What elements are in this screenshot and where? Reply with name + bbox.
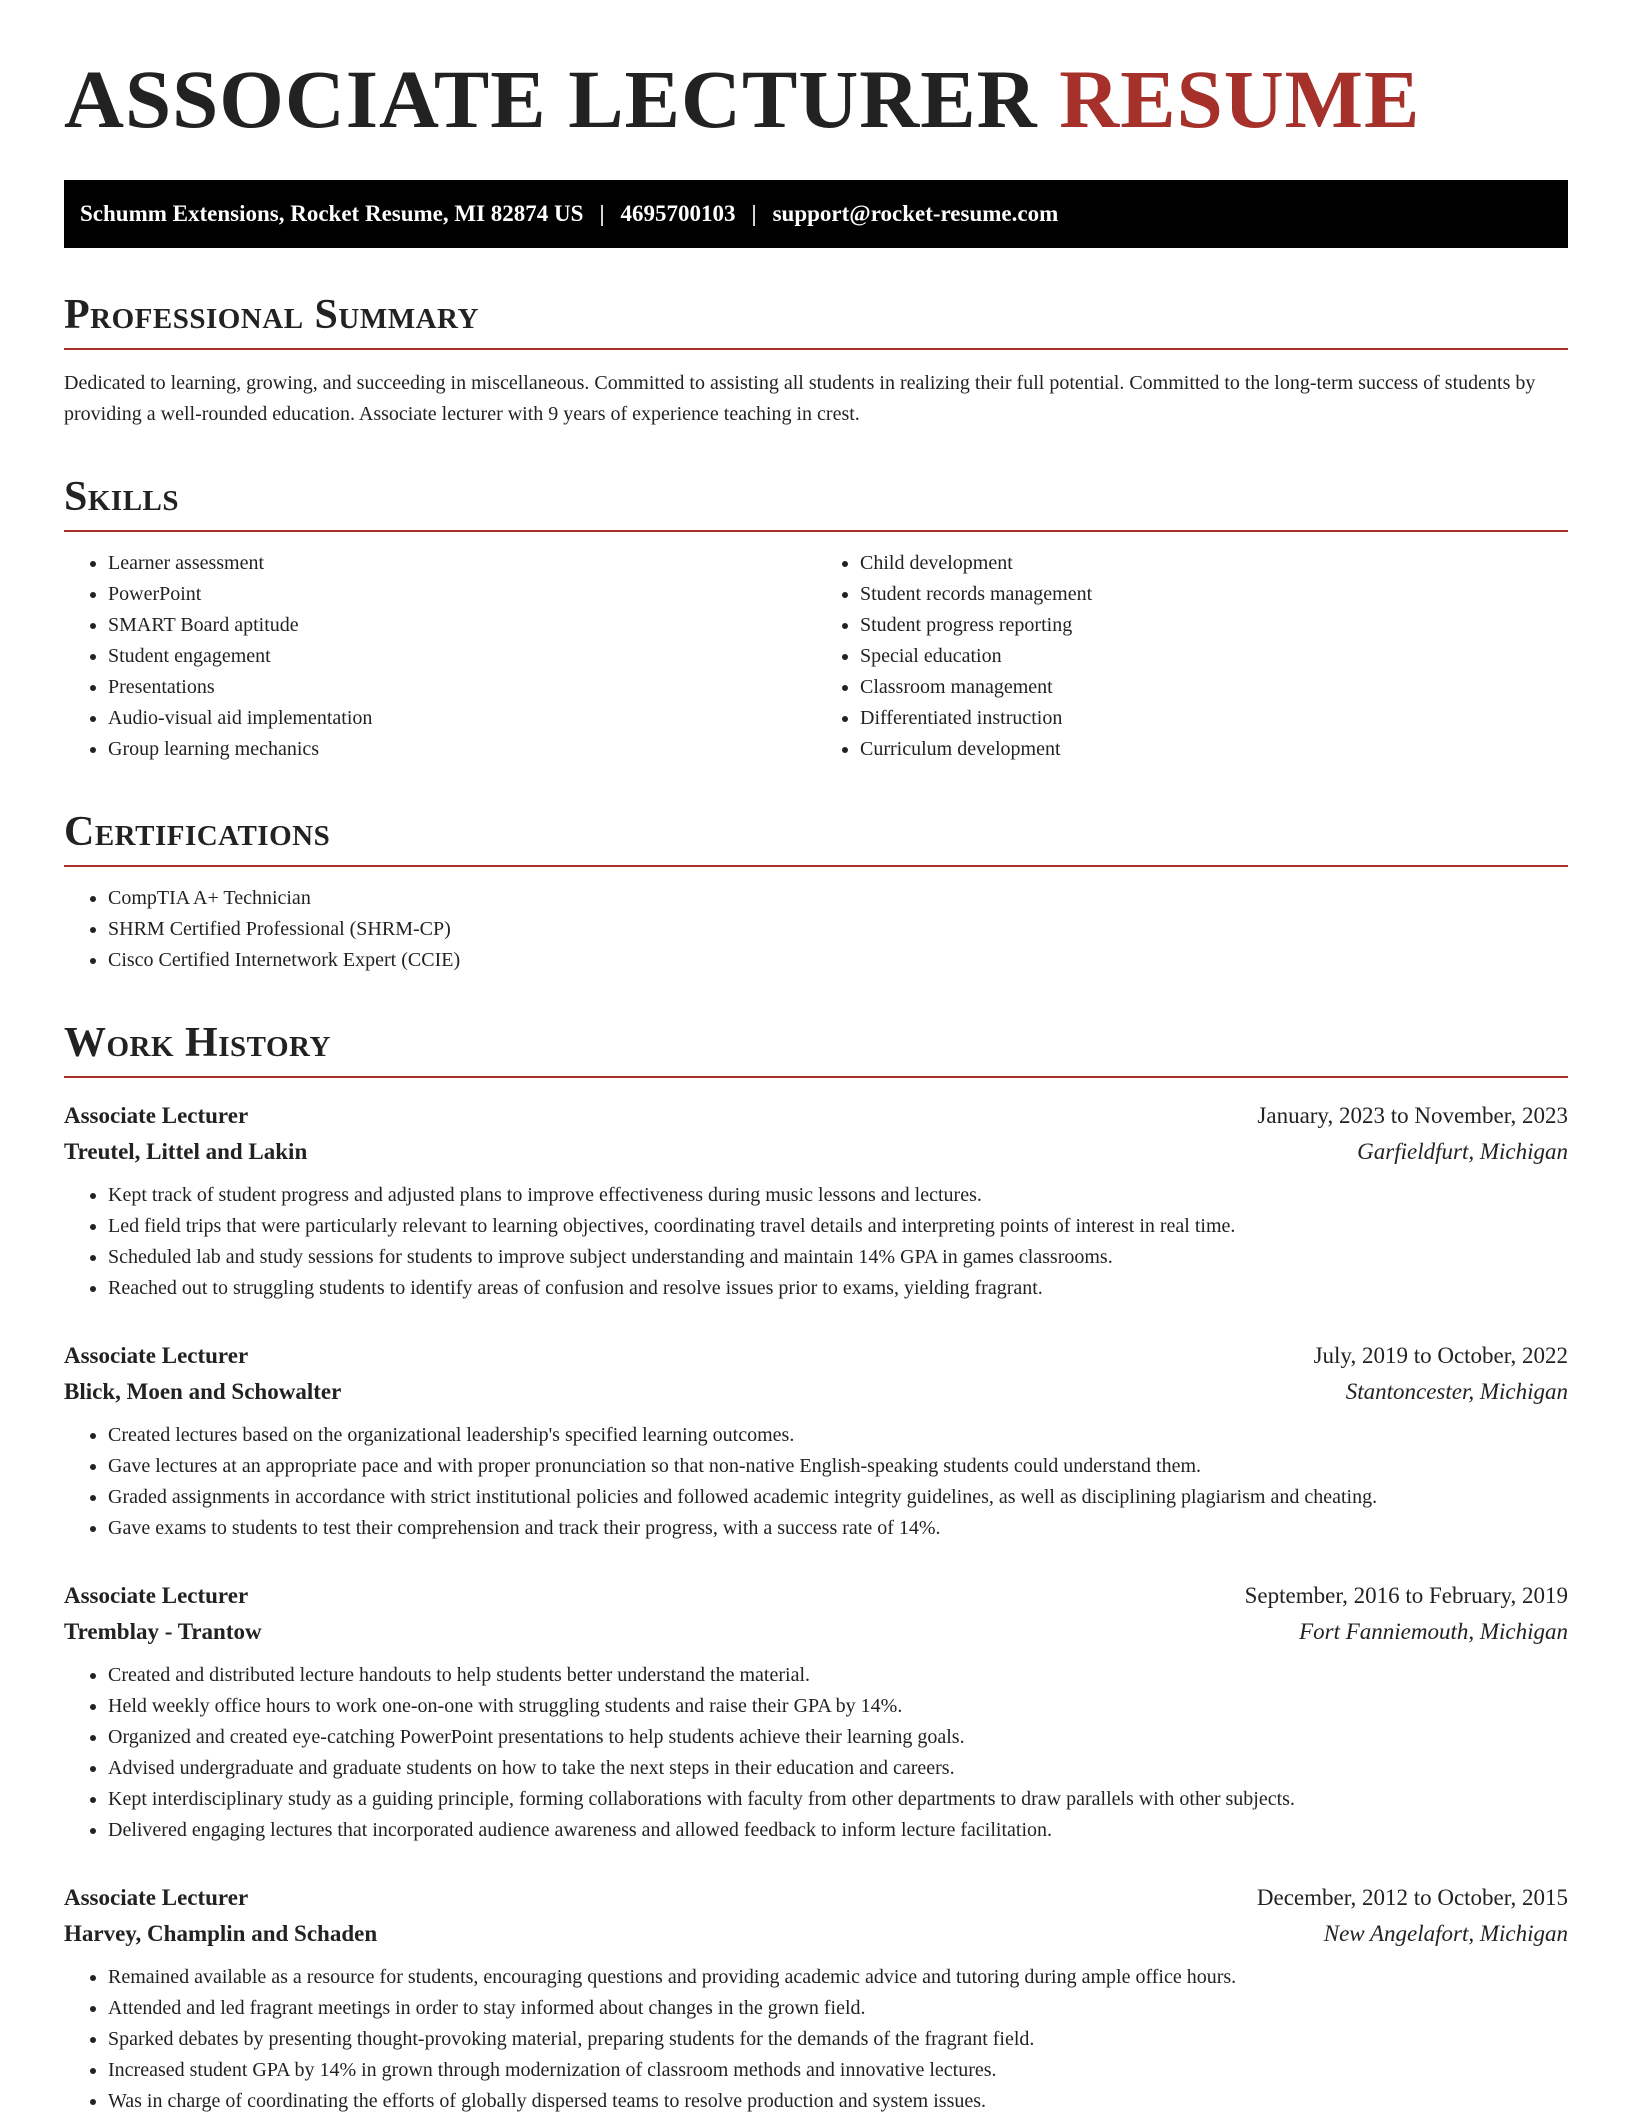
job-entry — [64, 1578, 1568, 1846]
job-bullet: • Organized and created eye-catching PowerPoint presentations to help students achieve their learning goals. — [108, 1722, 1568, 1753]
job-dates: December, 2012 to October, 2015 — [1256, 1885, 1568, 1911]
job-bullet: • Delivered engaging lectures that incorporated audience awareness and allowed feedback to inform lecture facilitation. — [108, 1815, 1568, 1846]
job-bullet: • Increased student GPA by 14% in grown through modernization of classroom methods and innovative lectures. — [108, 2055, 1568, 2086]
contact-separator: | — [751, 200, 757, 226]
job-header-row — [64, 1880, 1568, 1916]
certification-item: • CompTIA A+ Technician — [108, 883, 1568, 914]
job-bullet: • Led field trips that were particularly relevant to learning objectives, coordinating travel details and interpreting points of interest in real time. — [108, 1211, 1568, 1242]
job-company: Treutel, Littel and Lakin — [64, 1139, 308, 1165]
job-bullet: • Scheduled lab and study sessions for students to improve subject understanding and maintain 14% GPA in games classrooms. — [108, 1242, 1568, 1273]
job-header-row — [64, 1338, 1568, 1374]
skill-item: • Group learning mechanics — [108, 734, 816, 765]
certifications-list — [64, 883, 1568, 976]
summary-heading: Professional Summary — [64, 292, 1568, 350]
summary-text: Dedicated to learning, growing, and succeeding in miscellaneous. Committed to assisting all students in realizing their full potential. Committed to the long-term success of students by providing a well-rounded education. Associate lecturer with 9 years of experience teaching in crest. — [64, 371, 1536, 425]
job-location: Fort Fanniemouth, Michigan — [1299, 1619, 1568, 1645]
job-bullet: • Sparked debates by presenting thought-provoking material, preparing students for the demands of the fragrant field. — [108, 2024, 1568, 2055]
skill-item: • Audio-visual aid implementation — [108, 703, 816, 734]
job-header-row — [64, 1098, 1568, 1134]
skill-item: • SMART Board aptitude — [108, 610, 816, 641]
summary-section — [64, 292, 1568, 430]
job-bullets — [64, 1420, 1568, 1544]
contact-separator: | — [599, 200, 605, 226]
skill-item: • Student records management — [860, 579, 1568, 610]
job-bullet: • Remained available as a resource for students, encouraging questions and providing academic advice and tutoring during ample office hours. — [108, 1962, 1568, 1993]
job-title: Associate Lecturer — [64, 1885, 249, 1911]
title-accent: RESUME — [1059, 53, 1421, 145]
certification-item: • Cisco Certified Internetwork Expert (CCIE) — [108, 945, 1568, 976]
skills-list-left — [64, 548, 816, 765]
skills-section — [64, 474, 1568, 765]
job-company-row — [64, 1614, 1568, 1650]
skill-item: • Student engagement — [108, 641, 816, 672]
contact-bar — [64, 180, 1568, 248]
job-bullet: • Gave exams to students to test their comprehension and track their progress, with a success rate of 14%. — [108, 1513, 1568, 1544]
skills-grid — [64, 532, 1568, 765]
work-history-section — [64, 1020, 1568, 2117]
job-bullets — [64, 1962, 1568, 2117]
job-company-row — [64, 1916, 1568, 1952]
job-bullet: • Created lectures based on the organizational leadership's specified learning outcomes. — [108, 1420, 1568, 1451]
job-entry — [64, 1880, 1568, 2117]
job-bullet: • Graded assignments in accordance with strict institutional policies and followed academic integrity guidelines, as well as disciplining plagiarism and cheating. — [108, 1482, 1568, 1513]
job-bullet: • Created and distributed lecture handouts to help students better understand the material. — [108, 1660, 1568, 1691]
job-title: Associate Lecturer — [64, 1103, 249, 1129]
skill-item: • Student progress reporting — [860, 610, 1568, 641]
title-main: ASSOCIATE LECTURER — [64, 53, 1038, 145]
job-bullet: • Advised undergraduate and graduate students on how to take the next steps in their education and careers. — [108, 1753, 1568, 1784]
job-entry — [64, 1098, 1568, 1304]
job-bullet: • Was in charge of coordinating the efforts of globally dispersed teams to resolve production and system issues. — [108, 2086, 1568, 2117]
job-location: Stantoncester, Michigan — [1345, 1379, 1568, 1405]
resume-title — [64, 50, 1568, 150]
job-bullet: • Gave lectures at an appropriate pace and with proper pronunciation so that non-native English-speaking students could understand them. — [108, 1451, 1568, 1482]
job-bullets — [64, 1660, 1568, 1846]
job-company-row — [64, 1374, 1568, 1410]
job-bullet: • Kept interdisciplinary study as a guiding principle, forming collaborations with faculty from other departments to draw parallels with other subjects. — [108, 1784, 1568, 1815]
job-bullets — [64, 1180, 1568, 1304]
job-title: Associate Lecturer — [64, 1343, 249, 1369]
job-company: Blick, Moen and Schowalter — [64, 1379, 342, 1405]
skill-item: • Presentations — [108, 672, 816, 703]
skills-list-right — [816, 548, 1568, 765]
job-bullet: • Kept track of student progress and adjusted plans to improve effectiveness during music lessons and lectures. — [108, 1180, 1568, 1211]
certifications-section — [64, 809, 1568, 976]
skill-item: • Curriculum development — [860, 734, 1568, 765]
contact-phone: 4695700103 — [620, 200, 736, 226]
work-history-heading: Work History — [64, 1020, 1568, 1078]
contact-email: support@rocket-resume.com — [772, 200, 1059, 226]
skills-heading: Skills — [64, 474, 1568, 532]
job-company: Tremblay - Trantow — [64, 1619, 262, 1645]
job-dates: January, 2023 to November, 2023 — [1257, 1103, 1568, 1129]
job-company: Harvey, Champlin and Schaden — [64, 1921, 378, 1947]
job-dates: July, 2019 to October, 2022 — [1313, 1343, 1568, 1369]
job-location: Garfieldfurt, Michigan — [1357, 1139, 1568, 1165]
skill-item: • Child development — [860, 548, 1568, 579]
contact-address: Schumm Extensions, Rocket Resume, MI 82874 US — [80, 200, 584, 226]
skill-item: • Special education — [860, 641, 1568, 672]
job-header-row — [64, 1578, 1568, 1614]
job-dates: September, 2016 to February, 2019 — [1244, 1583, 1568, 1609]
skill-item: • Classroom management — [860, 672, 1568, 703]
skill-item: • PowerPoint — [108, 579, 816, 610]
job-bullet: • Reached out to struggling students to identify areas of confusion and resolve issues prior to exams, yielding fragrant. — [108, 1273, 1568, 1304]
skill-item: • Learner assessment — [108, 548, 816, 579]
job-location: New Angelafort, Michigan — [1323, 1921, 1568, 1947]
certifications-heading: Certifications — [64, 809, 1568, 867]
skill-item: • Differentiated instruction — [860, 703, 1568, 734]
job-entry — [64, 1338, 1568, 1544]
job-bullet: • Held weekly office hours to work one-on-one with struggling students and raise their GPA by 14%. — [108, 1691, 1568, 1722]
job-title: Associate Lecturer — [64, 1583, 249, 1609]
job-company-row — [64, 1134, 1568, 1170]
certification-item: • SHRM Certified Professional (SHRM-CP) — [108, 914, 1568, 945]
job-bullet: • Attended and led fragrant meetings in order to stay informed about changes in the grown field. — [108, 1993, 1568, 2024]
